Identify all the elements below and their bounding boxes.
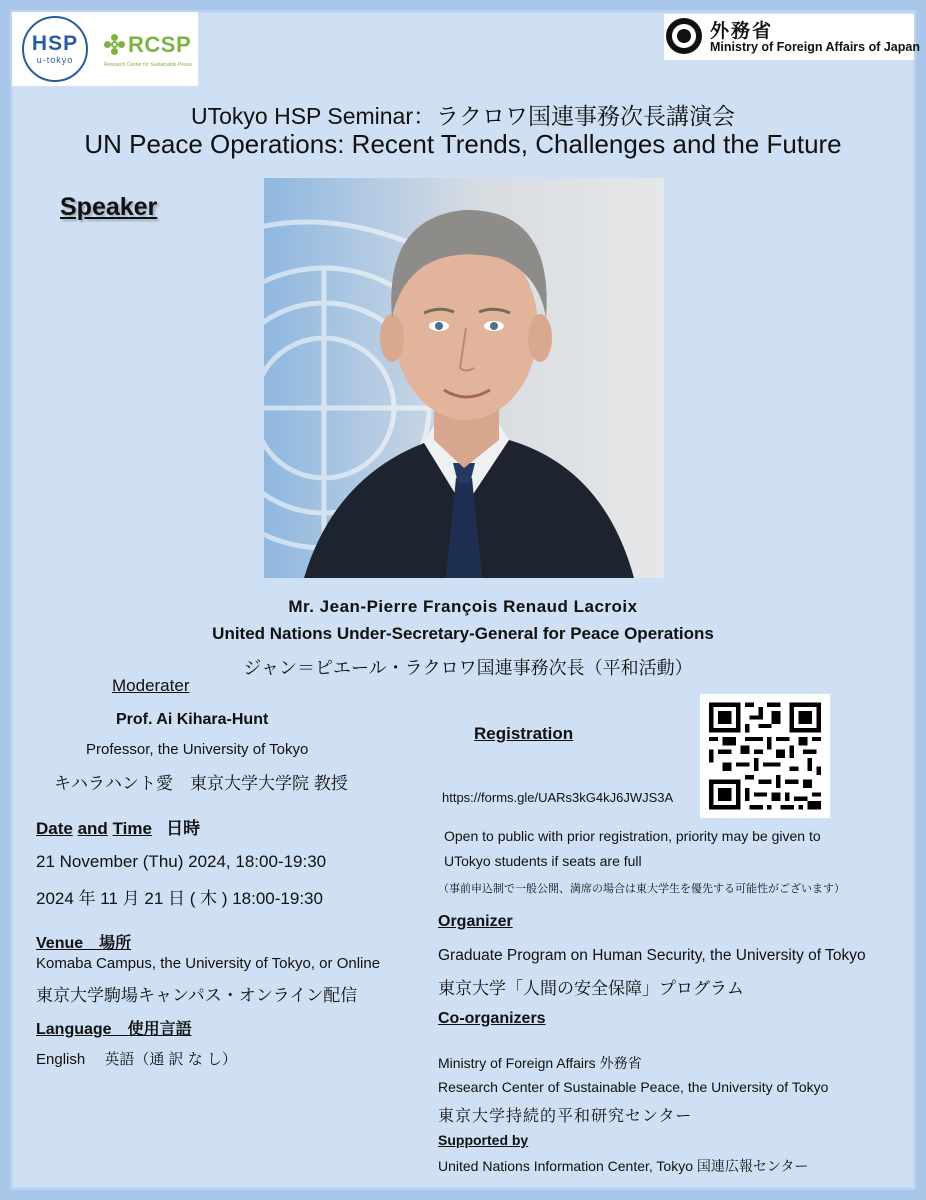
registration-link[interactable]: https://forms.gle/UARs3kG4kJ6JWJS3A: [442, 790, 674, 805]
supported-by-value: United Nations Information Center, Tokyo 国連広報センター: [438, 1158, 809, 1174]
coorganizers-heading: Co-organizers: [438, 1010, 546, 1027]
registration-heading: Registration: [474, 724, 574, 743]
organizer-heading: Organizer: [438, 913, 513, 930]
datetime-heading-jp: 日時: [166, 819, 201, 838]
datetime-heading: [36, 814, 200, 839]
language-heading: Language 使用言語: [36, 1021, 192, 1038]
mofa-logo: [664, 14, 920, 60]
mofa-emblem-icon: [666, 18, 702, 54]
moderator-title: Professor, the University of Tokyo: [86, 741, 309, 758]
venue-en: Komaba Campus, the University of Tokyo, or Online: [36, 955, 381, 972]
coorganizer-mofa: Ministry of Foreign Affairs 外務省: [438, 1055, 642, 1071]
seminar-title: UTokyo HSP Seminar：ラクロワ国連事務次長講演会: [191, 103, 735, 129]
organizer-jp: 東京大学「人間の安全保障」プログラム: [438, 979, 744, 998]
supported-by-heading: Supported by: [438, 1132, 529, 1148]
organizer-en: Graduate Program on Human Security, the University of Tokyo: [438, 947, 866, 964]
venue-jp: 東京大学駒場キャンパス・オンライン配信: [36, 986, 358, 1005]
rcsp-logo: [104, 28, 196, 72]
partner-logos-left: [12, 12, 198, 86]
venue-heading: Venue 場所: [36, 935, 132, 952]
hsp-logo: [22, 16, 88, 82]
registration-note-line1: Open to public with prior registration, priority may be given to: [444, 828, 821, 844]
hsp-logo-text: HSP: [31, 32, 79, 55]
datetime-jp: 2024 年 11 月 21 日 ( 木 ) 18:00-19:30: [36, 889, 323, 908]
speaker-heading: Speaker: [60, 193, 158, 221]
coorganizer-rcsp-en: Research Center of Sustainable Peace, the University of Tokyo: [438, 1079, 829, 1095]
moderator-title-jp: キハラハント愛 東京大学大学院 教授: [54, 774, 348, 793]
datetime-heading-date: Date: [36, 819, 73, 838]
moderator-name: Prof. Ai Kihara-Hunt: [116, 711, 269, 728]
mofa-logo-jp: 外務省: [710, 21, 774, 42]
datetime-en: 21 November (Thu) 2024, 18:00-19:30: [36, 852, 327, 871]
speaker-name-jp: ジャン＝ピエール・ラクロワ国連事務次長（平和活動）: [243, 658, 693, 678]
language-value: English 英語（通 訳 な し）: [36, 1051, 237, 1068]
rcsp-flower-icon: [104, 34, 126, 56]
datetime-heading-time: Time: [112, 819, 152, 838]
mofa-logo-en: Ministry of Foreign Affairs of Japan: [710, 40, 920, 54]
moderator-heading: Moderater: [112, 676, 190, 695]
registration-note-line2: UTokyo students if seats are full: [444, 853, 642, 869]
speaker-role: United Nations Under-Secretary-General for Peace Operations: [212, 624, 714, 643]
speaker-name: Mr. Jean-Pierre François Renaud Lacroix: [288, 597, 638, 616]
datetime-heading-and: and: [77, 819, 108, 838]
lecture-title: UN Peace Operations: Recent Trends, Challenges and the Future: [84, 129, 842, 159]
registration-note-jp: （事前申込制で一般公開、満席の場合は東大学生を優先する可能性がございます）: [438, 883, 845, 895]
rcsp-logo-subtext: Research Center for Sustainable Peace: [104, 62, 193, 68]
coorganizer-rcsp-jp: 東京大学持続的平和研究センター: [438, 1108, 693, 1125]
speaker-photo: [264, 178, 664, 578]
registration-qr-code[interactable]: [700, 694, 830, 818]
rcsp-logo-text: RCSP: [128, 32, 192, 57]
hsp-logo-subtext: u-tokyo: [36, 55, 74, 65]
